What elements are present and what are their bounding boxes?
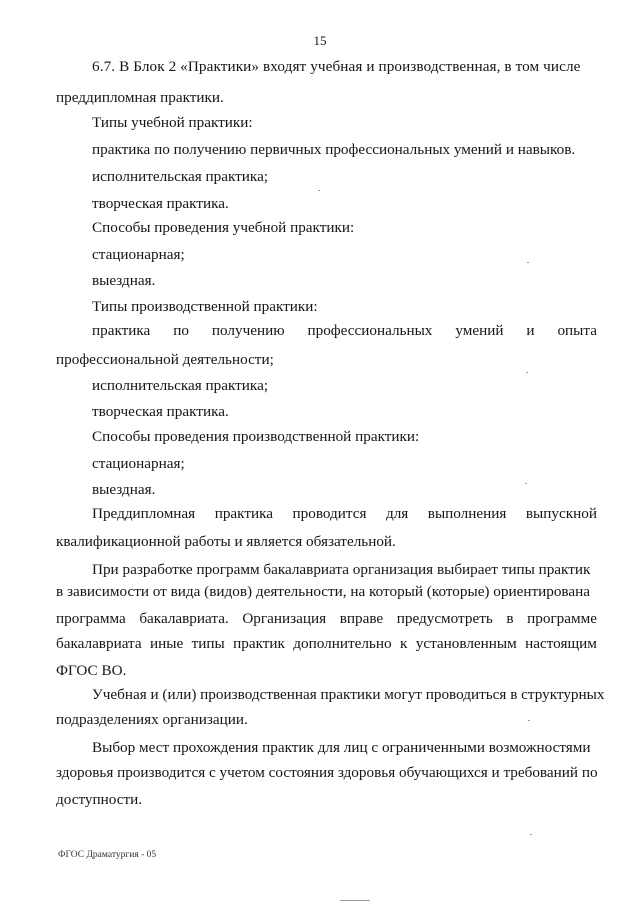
- justified-line: [56, 635, 597, 653]
- paragraph-line: в зависимости от вида (видов) деятельности, на который (которые) ориентирована: [56, 583, 591, 600]
- scan-speck: [525, 483, 527, 484]
- list-line: стационарная;: [92, 455, 185, 472]
- scan-speck: [526, 372, 528, 373]
- list-line: стационарная;: [92, 246, 185, 263]
- paragraph-line: ФГОС ВО.: [56, 662, 127, 679]
- word: программа: [56, 610, 126, 627]
- paragraph-line: подразделениях организации.: [56, 711, 248, 728]
- paragraph-line: здоровья производится с учетом состояния здоровья обучающихся и требований по: [56, 764, 598, 781]
- word: умений: [455, 322, 504, 339]
- paragraph-line: квалификационной работы и является обязательной.: [56, 533, 396, 550]
- paragraph-line: преддипломная практики.: [56, 89, 224, 106]
- justified-line: [92, 505, 597, 523]
- list-line: практика по получению первичных профессиональных умений и навыков.: [92, 141, 576, 158]
- justified-line: [92, 322, 597, 340]
- paragraph-line: доступности.: [56, 791, 143, 808]
- paragraph-line: Учебная и (или) производственная практики могут проводиться в структурных: [92, 686, 605, 703]
- list-line: исполнительская практика;: [92, 377, 269, 394]
- word: дополнительно: [293, 635, 392, 652]
- word: опыта: [557, 322, 597, 339]
- scan-speck: [527, 262, 529, 263]
- page-number: 15: [313, 33, 327, 48]
- word: вправе: [339, 610, 384, 627]
- word: профессиональных: [307, 322, 433, 339]
- word: выполнения: [427, 505, 507, 522]
- paragraph-line: [92, 58, 597, 76]
- word: программе: [527, 610, 597, 627]
- scan-speck: [530, 834, 532, 835]
- word: Преддипломная: [92, 505, 196, 522]
- heading-line: Способы проведения учебной практики:: [92, 219, 355, 236]
- justified-line: [56, 610, 597, 628]
- scan-speck: [340, 900, 370, 901]
- word: Организация: [242, 610, 327, 627]
- word: предусмотреть: [396, 610, 493, 627]
- word: для: [385, 505, 409, 522]
- heading-line: Типы производственной практики:: [92, 298, 318, 315]
- heading-line: Способы проведения производственной практики:: [92, 428, 420, 445]
- footer-text: ФГОС Драматургия - 05: [58, 850, 157, 860]
- word: иные: [150, 635, 184, 652]
- word: типы: [191, 635, 225, 652]
- word: настоящим: [525, 635, 597, 652]
- heading-line: Типы учебной практики:: [92, 114, 253, 131]
- paragraph-line: Выбор мест прохождения практик для лиц с ограниченными возможностями: [92, 739, 591, 756]
- scan-speck: [528, 720, 530, 721]
- word: проводится: [292, 505, 367, 522]
- word: по: [173, 322, 189, 339]
- scan-speck: [318, 190, 320, 191]
- list-line: творческая практика.: [92, 403, 229, 420]
- word: практик: [233, 635, 285, 652]
- word: практика: [92, 322, 151, 339]
- list-line: выездная.: [92, 481, 156, 498]
- word: бакалавриата.: [139, 610, 229, 627]
- text: 6.7. В Блок 2 «Практики» входят учебная и производственная, в том числе: [92, 58, 581, 75]
- word: практика: [214, 505, 273, 522]
- list-line: творческая практика.: [92, 195, 229, 212]
- list-line: выездная.: [92, 272, 156, 289]
- paragraph-line: профессиональной деятельности;: [56, 351, 274, 368]
- word: получению: [211, 322, 285, 339]
- word: в: [506, 610, 514, 627]
- word: установленным: [415, 635, 517, 652]
- paragraph-line: При разработке программ бакалавриата организация выбирает типы практик: [92, 561, 591, 578]
- list-line: исполнительская практика;: [92, 168, 269, 185]
- word: к: [399, 635, 408, 652]
- word: бакалавриата: [56, 635, 142, 652]
- word: выпускной: [525, 505, 597, 522]
- word: и: [526, 322, 535, 339]
